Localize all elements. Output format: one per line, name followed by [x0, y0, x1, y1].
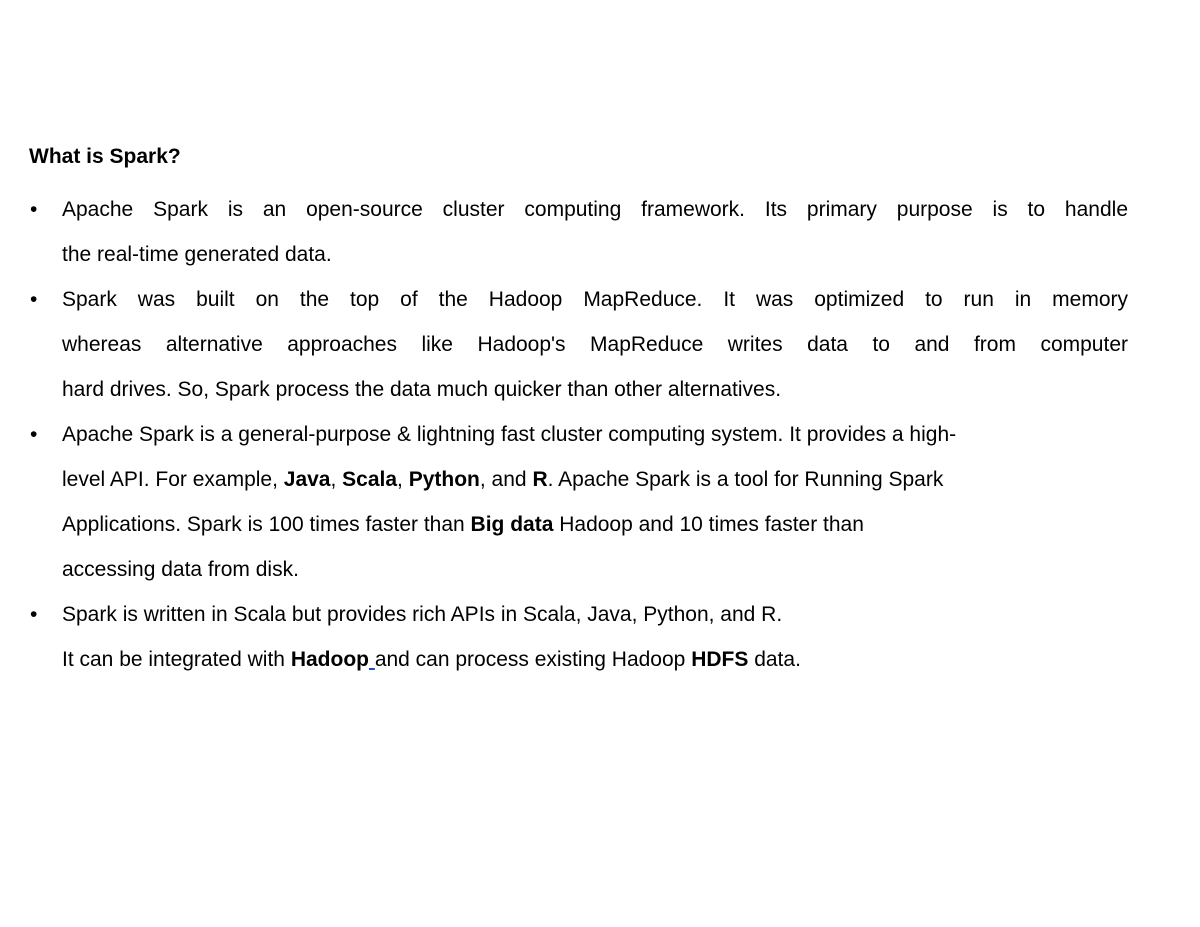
list-item — [0, 592, 1128, 682]
paragraph-line: hard drives. So, Spark process the data much quicker than other alternatives. — [62, 378, 782, 401]
paragraph-line: accessing data from disk. — [62, 558, 299, 581]
bullet-icon: • — [30, 288, 38, 311]
text-run: . Apache Spark is a tool for Running Spark — [547, 468, 944, 491]
bold-term-hdfs: HDFS — [691, 648, 749, 671]
text-run: , and — [479, 468, 533, 491]
text-run: , — [397, 468, 409, 491]
text-run: Hadoop and 10 times faster than — [553, 513, 864, 536]
bold-term-python: Python — [408, 468, 480, 491]
bullet-icon: • — [30, 198, 38, 221]
paragraph-line — [62, 457, 1128, 502]
bold-term-java: Java — [283, 468, 331, 491]
bold-term-r: R — [532, 468, 548, 491]
paragraph-line — [62, 502, 1128, 547]
paragraph-line: Spark is written in Scala but provides rich APIs in Scala, Java, Python, and R. — [62, 603, 783, 626]
page-title: What is Spark? — [29, 145, 181, 168]
text-run: , — [330, 468, 343, 491]
list-item — [0, 277, 1128, 412]
text-run: level API. For example, — [62, 468, 284, 491]
text-run: and can process existing Hadoop — [374, 648, 692, 671]
list-item — [0, 412, 1128, 592]
bold-term-hadoop: Hadoop — [290, 648, 369, 671]
paragraph-line — [62, 637, 1128, 682]
paragraph-line: whereas alternative approaches like Hadoop's MapReduce writes data to and from computer — [62, 333, 1128, 356]
text-run: It can be integrated with — [62, 648, 291, 671]
paragraph-line: Apache Spark is an open-source cluster computing framework. Its primary purpose is to handle — [62, 198, 1128, 221]
paragraph-line: Apache Spark is a general-purpose & lightning fast cluster computing system. It provides a high- — [62, 423, 957, 446]
paragraph-line: Spark was built on the top of the Hadoop MapReduce. It was optimized to run in memory — [62, 288, 1128, 311]
bold-term-big-data: Big data — [470, 513, 554, 536]
text-run: data. — [748, 648, 801, 671]
bullet-icon: • — [30, 603, 38, 626]
text-run: Applications. Spark is 100 times faster than — [62, 513, 471, 536]
bullet-icon: • — [30, 423, 38, 446]
paragraph-line: the real-time generated data. — [62, 243, 332, 266]
bullet-list — [0, 187, 1200, 682]
bold-term-scala: Scala — [342, 468, 398, 491]
list-item — [0, 187, 1128, 277]
